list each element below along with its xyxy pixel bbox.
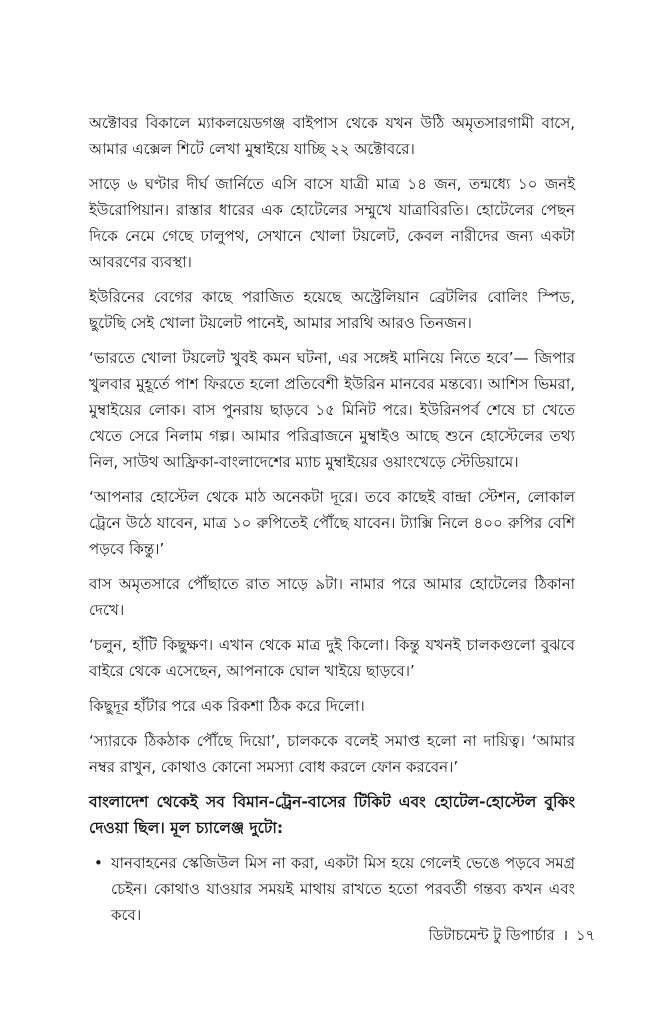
paragraph-7: ‘চলুন, হাঁটি কিছুক্ষণ। এখান থেকে মাত্র দুই কিলো। কিন্তু যখনই চালকগুলো বুঝবে বাইরে থেকে এসেছেন, আপনাকে ঘোল খাইয়ে ছাড়বে।’ — [89, 636, 575, 680]
page-number: ১৭ — [576, 928, 595, 944]
paragraph-9: ‘স্যারকে ঠিকঠাক পৌঁছে দিয়ো’, চালককে বলেই সমাপ্ত হলো না দায়িত্ব। ‘আমার নম্বর রাখুন, কোথাও কোনো সমস্যা বোধ করলে ফোন করবেন।’ — [89, 732, 575, 776]
bullet-list — [89, 850, 575, 928]
bold-paragraph: বাংলাদেশ থেকেই সব বিমান-ট্রেন-বাসের টিকিট এবং হোটেল-হোস্টেল বুকিং দেওয়া ছিল। মূল চ্যালেঞ্জ দুটো: — [89, 793, 575, 837]
paragraph-4: ‘ভারতে খোলা টয়লেট খুবই কমন ঘটনা, এর সঙ্গেই মানিয়ে নিতে হবে’— জিপার খুলবার মুহূর্তে পাশ ফিরতে হলো প্রতিবেশী ইউরিন মানবের মন্তব্যে। আশিস ভিমরা, মুম্বাইয়ের লোক। বাস পুনরায় ছাড়বে ১৫ মিনিট পরে। ইউরিনপর্ব শেষে চা খেতে খেতে সেরে নিলাম গল্প। আমার পরিব্রাজনে মুম্বাইও আছে শুনে হোস্টেলের তথ্য নিল, সাউথ আফ্রিকা-বাংলাদেশের ম্যাচ মুম্বাইয়ের ওয়াংখেড়ে স্টেডিয়ামে। — [89, 349, 575, 471]
footer-separator: । — [562, 928, 569, 944]
paragraph-1: অক্টোবর বিকালে ম্যাকলয়েডগঞ্জ বাইপাস থেকে যখন উঠি অমৃতসারগামী বাসে, আমার এক্সেল শিটে লেখা মুম্বাইয়ে যাচ্ছি ২২ অক্টোবরে। — [89, 114, 575, 158]
page-body — [89, 110, 575, 928]
bullet-item — [89, 850, 575, 928]
bullet-marker: • — [94, 854, 103, 872]
paragraph-2: সাড়ে ৬ ঘণ্টার দীর্ঘ জার্নিতে এসি বাসে যাত্রী মাত্র ১৪ জন, তন্মধ্যে ১০ জনই ইউরোপিয়ান। রাস্তার ধারের এক হোটেলের সম্মুখে যাত্রাবিরতি। হোটেলের পেছন দিকে নেমে গেছে ঢালুপথ, সেখানে খোলা টয়লেট, কেবল নারীদের জন্য একটা আবরণের ব্যবস্থা। — [89, 175, 575, 271]
book-title: ডিটাচমেন্ট টু ডিপার্চার — [428, 928, 555, 944]
paragraph-8: কিছুদূর হাঁটার পরে এক রিকশা ঠিক করে দিলো। — [89, 697, 365, 715]
paragraph-3: ইউরিনের বেগের কাছে পরাজিত হয়েছে অস্ট্রেলিয়ান ব্রেটলির বোলিং স্পিড, ছুটেছি সেই খোলা টয়লেট পানেই, আমার সারথি আরও তিনজন। — [89, 288, 575, 332]
bullet-text: যানবাহনের স্কেজিউল মিস না করা, একটা মিস হয়ে গেলেই ভেঙে পড়বে সমগ্র চেইন। কোথাও যাওয়ার সময়ই মাথায় রাখতে হতো পরবর্তী গন্তব্য কখন এবং কবে। — [111, 854, 575, 924]
page-footer — [429, 925, 595, 947]
paragraph-5: ‘আপনার হোস্টেল থেকে মাঠ অনেকটা দূরে। তবে কাছেই বান্দ্রা স্টেশন, লোকাল ট্রেনে উঠে যাবেন, মাত্র ১০ রুপিতেই পৌঁছে যাবেন। ট্যাক্সি নিলে ৪০০ রুপির বেশি পড়বে কিন্তু।’ — [89, 488, 575, 558]
paragraph-6: বাস অমৃতসারে পৌঁছাতে রাত সাড়ে ৯টা। নামার পরে আমার হোটেলের ঠিকানা দেখে। — [89, 575, 575, 619]
